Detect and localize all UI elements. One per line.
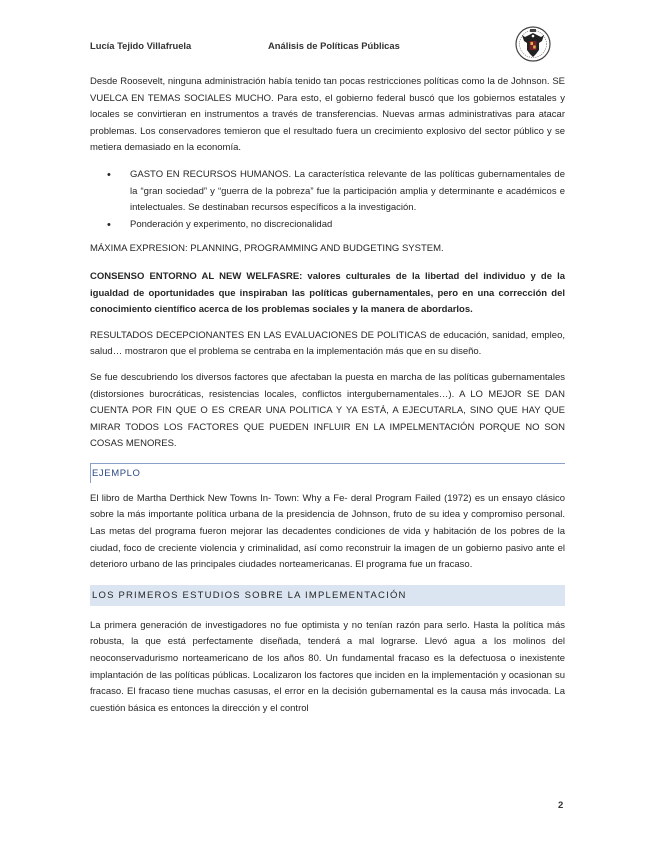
paragraph-primeros-estudios: La primera generación de investigadores no fue optimista y no tenían razón para serlo. Hasta la política más robusta, la que está perfectamente diseñada, tenderá a mal lograrse. Llevó agua a los molinos del neoconservadurismo norteamericano de los años 80. Un fundamental fracaso es la defectuosa o inexistente implantación de las políticas públicas. Localizaron los factores que inciden en la implementación y ocasionan su fracaso. El fracaso tiene muchas casusas, el error en la decisión gubernamental es la causa más invocada. La cuestión básica es entonces la dirección y el control [90, 619, 565, 714]
list-item: • GASTO EN RECURSOS HUMANOS. La característica relevante de las políticas gubernamentales de la “gran sociedad” y “guerra de la pobreza” fue la participación amplia y determinante e académicos e intelectuales. Se destinaban recursos específicos a la investigación. [130, 167, 565, 217]
section-heading-primeros-estudios: LOS PRIMEROS ESTUDIOS SOBRE LA IMPLEMENTACIÓN [90, 585, 565, 606]
section-heading-ejemplo-label: EJEMPLO [92, 467, 141, 479]
paragraph-maxima: MÁXIMA EXPRESION: PLANNING, PROGRAMMING AND BUDGETING SYSTEM. [90, 243, 444, 255]
bullet-list [90, 167, 565, 233]
paragraph-consenso: CONSENSO ENTORNO AL NEW WELFASRE: valores culturales de la libertad del individuo y de la igualdad de oportunidades que inspiraban las políticas gubernamentales, pero en una corrección del conocimiento científico acerca de los problemas sociales y la manera de abordarlos. [90, 270, 565, 316]
header-author: Lucía Tejido Villafruela [90, 40, 192, 51]
paragraph-intro: Desde Roosevelt, ninguna administración había tenido tan pocas restricciones políticas como la de Johnson. SE VUELCA EN TEMAS SOCIALES MUCHO. Para esto, el gobierno federal buscó que los gobiernos estatales y locales se convirtieran en instrumentos a través de transferencias. Nuevas armas administrativas para atacar problemas. Los conservadores temieron que el resultado fuera un crecimiento explosivo del sector público y se metiera demasiado en la economía. [90, 76, 565, 154]
paragraph-factores: Se fue descubriendo los diversos factores que afectaban la puesta en marcha de las políticas gubernamentales (distorsiones burocráticas, resistencias locales, conflictos intergubernamentales…). A LO MEJOR SE DAN CUENTA POR FIN QUE O ES CREAR UNA POLITICA Y YA ESTÁ, A EJECUTARLA, SINO QUE HAY QUE MIRAR TODOS LOS FACTORES QUE PUEDEN INFLUIR EN LA IMPELMENTACIÓN PORQUE NO SON COSAS MENORES. [90, 371, 565, 450]
paragraph-resultados: RESULTADOS DECEPCIONANTES EN LAS EVALUACIONES DE POLITICAS de educación, sanidad, empleo, salud… mostraron que el problema se centraba en la implementación más que en su diseño. [90, 329, 565, 358]
page-number: 2 [558, 800, 564, 811]
list-item: • Ponderación y experimento, no discrecionalidad [130, 217, 565, 234]
page-content [90, 74, 565, 717]
paragraph-ejemplo: El libro de Martha Derthick New Towns In- Town: Why a Fe- deral Program Failed (1972) es un ensayo clásico sobre la más importante política urbana de la presidencia de Johnson, fruto de su idea y compromiso personal. Las metas del programa fueron mejorar las decadentes condiciones de vida y habitación de los pobres de la ciudad, foco de creciente violencia y criminalidad, así como reconstruir la imagen de un gobierno pasivo ante el deterioro urbano de las principales ciudades norteamericanas. El programa fue un fracaso. [90, 492, 565, 571]
section-heading-ejemplo [90, 463, 565, 483]
header-title: Análisis de Políticas Públicas [268, 40, 400, 51]
university-crest-icon [515, 24, 551, 64]
